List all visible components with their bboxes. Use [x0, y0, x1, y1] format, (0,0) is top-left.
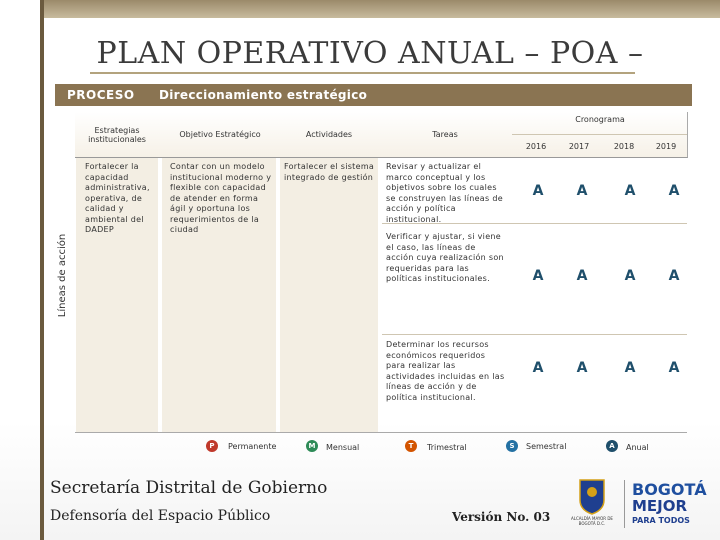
- title-underline: [90, 72, 635, 74]
- header-cronograma: Cronograma: [575, 115, 625, 124]
- lineas-de-accion-label: [52, 115, 74, 435]
- mark-r1-2018: A: [624, 183, 636, 199]
- header-objetivo: Objetivo Estratégico: [179, 130, 261, 139]
- mark-r2-2018: A: [624, 268, 636, 284]
- mark-r3-2019: A: [668, 360, 680, 376]
- crest-text: ALCALDÍA MAYOR DE BOGOTÁ D.C.: [571, 516, 613, 526]
- table-bottom-border: [75, 432, 687, 433]
- header-year-2018: 2018: [613, 142, 635, 151]
- legend-label-m: Mensual: [326, 443, 360, 452]
- process-value: Direccionamiento estratégico: [159, 88, 368, 102]
- cronograma-divider: [512, 134, 687, 135]
- logo-divider: [624, 480, 625, 528]
- mark-r1-2016: A: [532, 183, 544, 199]
- mark-r3-2018: A: [624, 360, 636, 376]
- legend-label-t: Trimestral: [427, 443, 467, 452]
- mark-r1-2017: A: [576, 183, 588, 199]
- cell-objetivo: Contar con un modelo institucional moderno y flexible con capacidad de atender en forma ágil y oportuna los requerimientos de la ciudad: [170, 162, 272, 234]
- legend-label-a: Anual: [626, 443, 649, 452]
- legend-permanente: [206, 438, 306, 458]
- legend-label-p: Permanente: [228, 442, 277, 451]
- mark-r2-2019: A: [668, 268, 680, 284]
- legend-semestral: [506, 438, 596, 458]
- para-todos-text: PARA TODOS: [632, 516, 690, 525]
- footer-organization: Secretaría Distrital de Gobierno: [50, 478, 328, 498]
- header-tareas: Tareas: [432, 130, 458, 139]
- page-title: PLAN OPERATIVO ANUAL – POA –: [96, 36, 644, 71]
- cell-estrategia: Fortalecer la capacidad administrativa, operativa, de calidad y ambiental del DADEP: [85, 162, 150, 234]
- legend-label-s: Semestral: [526, 442, 567, 451]
- bogota-text: BOGOTÁ: [632, 480, 707, 499]
- alcaldia-crest-logo: [570, 476, 614, 528]
- header-year-2017: 2017: [568, 142, 590, 151]
- mark-r3-2017: A: [576, 360, 588, 376]
- header-estrategias: Estrategias institucionales: [88, 126, 146, 144]
- mark-r1-2019: A: [668, 183, 680, 199]
- process-bar: [55, 84, 692, 106]
- cell-actividad: Fortalecer el sistema integrado de gestión: [284, 162, 375, 182]
- mejor-text: MEJOR: [632, 497, 688, 515]
- row-divider-1: [382, 223, 687, 224]
- top-accent-strip: [44, 0, 720, 18]
- bogota-mejor-logo: [630, 478, 710, 528]
- legend-dot-s: S: [506, 440, 518, 452]
- mark-r2-2017: A: [576, 268, 588, 284]
- legend-trimestral: [405, 438, 495, 458]
- col-actividades-fill: [280, 157, 378, 432]
- process-label: PROCESO: [67, 88, 135, 102]
- header-year-2016: 2016: [525, 142, 547, 151]
- legend-dot-t: T: [405, 440, 417, 452]
- lineas-de-accion-text: Líneas de acción: [57, 233, 69, 317]
- footer-department: Defensoría del Espacio Público: [50, 508, 271, 524]
- mark-r3-2016: A: [532, 360, 544, 376]
- version-label: Versión No. 03: [452, 510, 551, 524]
- header-actividades: Actividades: [305, 130, 353, 139]
- legend-dot-a: A: [606, 440, 618, 452]
- legend-anual: [606, 438, 686, 458]
- left-accent-bar: [40, 0, 44, 540]
- legend-dot-m: M: [306, 440, 318, 452]
- cell-tarea-2: Verificar y ajustar, si viene el caso, las líneas de acción cuya realización son requeridas para las políticas institucionales.: [386, 232, 504, 283]
- legend-dot-p: P: [206, 440, 218, 452]
- cell-tarea-1: Revisar y actualizar el marco conceptual y los objetivos sobre los cuales se construyen las líneas de acción y política institucional.: [386, 162, 503, 224]
- mark-r2-2016: A: [532, 268, 544, 284]
- row-divider-2: [382, 334, 687, 335]
- cell-tarea-3: Determinar los recursos económicos requeridos para realizar las actividades incluidas en las líneas de acción y de política institucional.: [386, 340, 505, 402]
- legend-mensual: [306, 438, 396, 458]
- header-year-2019: 2019: [655, 142, 677, 151]
